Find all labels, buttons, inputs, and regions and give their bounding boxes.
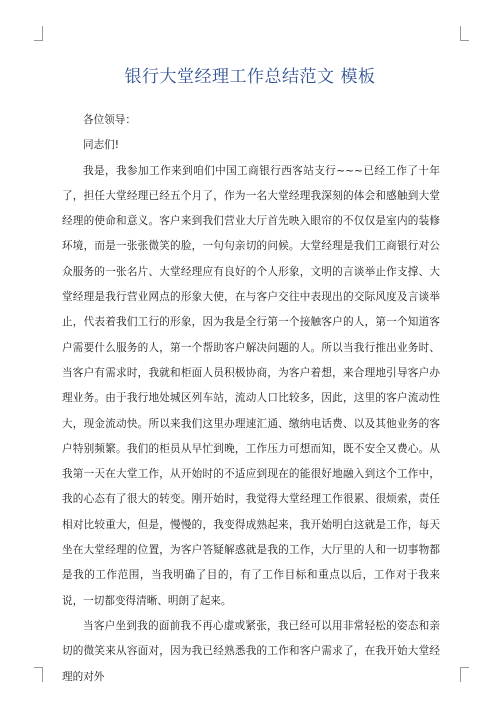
- paragraph: 当客户坐到我的面前我不再心虚或紧张，我已经可以用非常轻松的姿态和亲切的微笑来从容面对，因为我已经熟悉我的工作和客户需求了，在我开始大堂经理的对外: [62, 619, 440, 683]
- crop-mark-top-right: [460, 26, 469, 41]
- document-title: 银行大堂经理工作总结范文 模板: [124, 67, 376, 87]
- crop-mark-bottom-left: [34, 667, 43, 682]
- crop-mark-top-left: [34, 26, 43, 41]
- salutation: 各位领导：: [83, 114, 136, 126]
- paragraph: 我是，我参加工作来到咱们中国工商银行西客站支行~~~已经工作了十年了，担任大堂经理已经五个月了，作为一名大堂经理我深刻的体会和感触到大堂经理的使命和意义。客户来到我们营业大厅首先映入眼帘的不仅仅是室内的装修环境，而是一张张微笑的脸，一句句亲切的问候。大堂经理是我们工商银行对公众服务的一张名片、大堂经理应有良好的个人形象，文明的言谈举止作支撑、大堂经理是我行营业网点的形象大使，在与客户交往中表现出的交际风度及言谈举止，代表着我们工行的形象，因为我是全行第一个接触客户的人，第一个知道客户需要什么服务的人，第一个帮助客户解决问题的人。所以当我行推出业务时、当客户有需求时，我就和柜面人员积极协商，为客户着想，来合理地引导客户办理业务。由于我行地处城区列车站，流动人口比较多，因此，这里的客户流动性大，现金流动快。所以来我们这里办理速汇通、缴纳电话费、以及其他业务的客户特别频繁。我们的柜员从早忙到晚，工作压力可想而知，既不安全又费心。从我第一天在大堂工作，从开始时的不适应到现在的能很好地融入到这个工作中，我的心态有了很大的转变。刚开始时，我觉得大堂经理工作很累、很烦索，责任相对比较重大，但是，慢慢的，我变得成熟起来，我开始明白这就是工作，每天坐在大堂经理的位置，为客户答疑解惑就是我的工作，大厅里的人和一切事物都是我的工作范围，当我明确了目的，有了工作目标和重点以后，工作对于我来说，一切都变得清晰、明朗了起来。: [62, 164, 440, 607]
- crop-mark-bottom-right: [460, 667, 469, 682]
- document-body: [62, 108, 440, 690]
- greeting: 同志们!: [83, 139, 120, 152]
